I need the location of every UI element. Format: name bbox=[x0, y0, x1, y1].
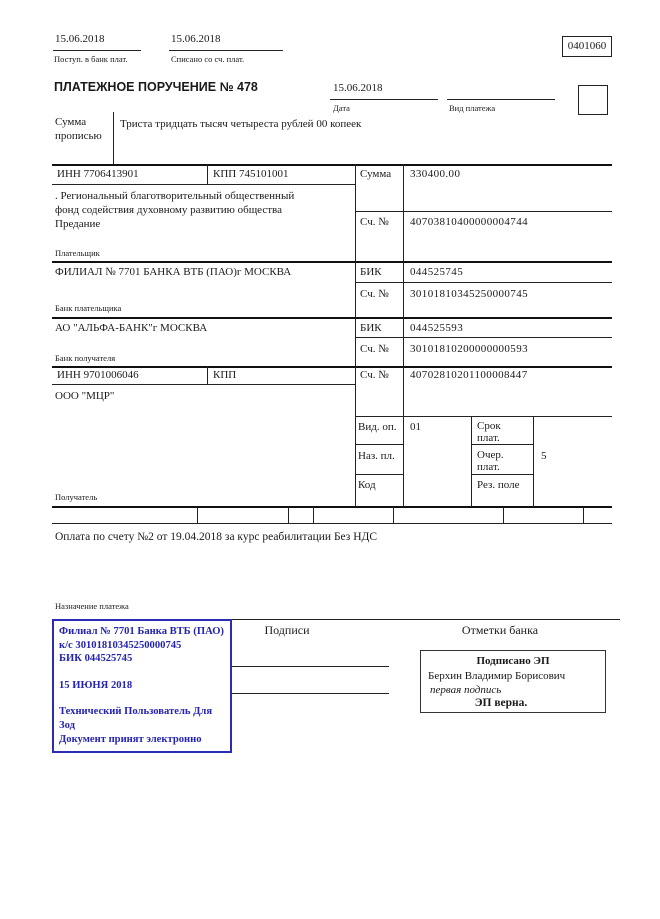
payee-bank-bik-line bbox=[355, 337, 612, 338]
date-underline bbox=[330, 99, 438, 100]
payer-inn-row-line bbox=[52, 184, 355, 185]
bank-marks-title: Отметки банка bbox=[461, 623, 539, 637]
amount-value: 330400.00 bbox=[410, 168, 461, 180]
payer-account-top-line bbox=[355, 211, 612, 212]
payee-bank-account: 30101810200000000593 bbox=[410, 343, 528, 355]
debited-date-label: Списано со сч. плат. bbox=[171, 54, 245, 64]
tax-cell-divider-1 bbox=[197, 507, 198, 524]
ep-signer-name: Берхин Владимир Борисович bbox=[428, 670, 566, 682]
payer-bank-label: Банк плательщика bbox=[55, 303, 122, 313]
payee-bank-name: АО "АЛЬФА-БАНК"г МОСКВА bbox=[55, 322, 208, 334]
amount-words-label-1: Сумма bbox=[55, 116, 87, 128]
payee-inn-kpp-divider bbox=[207, 366, 208, 385]
code-label: Код bbox=[358, 479, 376, 491]
op-type-label: Вид. оп. bbox=[358, 421, 397, 433]
signature-line-2 bbox=[232, 693, 389, 694]
payer-bank-bik: 044525745 bbox=[410, 266, 464, 278]
stamp-user-line2: Зод bbox=[59, 719, 75, 731]
ep-signed-label: Подписано ЭП bbox=[476, 655, 550, 667]
tax-fields-bottom-line bbox=[52, 523, 612, 524]
stamp-accepted-note: Документ принят электронно bbox=[59, 733, 202, 745]
payer-bank-name: ФИЛИАЛ № 7701 БАНКА ВТБ (ПАО)г МОСКВА bbox=[55, 266, 292, 278]
payment-type-box bbox=[578, 85, 608, 115]
tax-cell-divider-3 bbox=[313, 507, 314, 524]
table-bottom-line bbox=[52, 506, 612, 508]
payer-account: 40703810400000004744 bbox=[410, 216, 528, 228]
payer-name-line3: Предание bbox=[55, 218, 101, 230]
op-row2-line-right bbox=[471, 474, 533, 475]
payment-type-underline bbox=[447, 99, 555, 100]
payer-bank-bik-line bbox=[355, 282, 612, 283]
debited-date: 15.06.2018 bbox=[171, 33, 221, 45]
payee-account: 40702810201100008447 bbox=[410, 369, 528, 381]
payee-bank-bottom-line bbox=[52, 366, 612, 368]
tax-cell-divider-4 bbox=[393, 507, 394, 524]
amount-words-divider bbox=[113, 112, 114, 164]
amount-words-label-2: прописью bbox=[55, 130, 102, 142]
stamp-user-line1: Технический Пользователь Для bbox=[59, 706, 213, 718]
tax-cell-divider-2 bbox=[288, 507, 289, 524]
date-label: Дата bbox=[333, 103, 350, 113]
payment-purpose-text: Оплата по счету №2 от 19.04.2018 за курс реабилитации Без НДС bbox=[55, 531, 378, 543]
op-row2-line-left bbox=[355, 474, 403, 475]
table-top-line bbox=[52, 164, 612, 166]
received-date-underline bbox=[53, 50, 141, 51]
payer-inn: ИНН 7706413901 bbox=[57, 168, 139, 180]
payee-inn: ИНН 9701006046 bbox=[57, 369, 139, 381]
stamp-gap-1 bbox=[59, 666, 225, 679]
debited-date-underline bbox=[169, 50, 283, 51]
payer-bank-bottom-line bbox=[52, 317, 612, 319]
payee-bank-account-label: Сч. № bbox=[360, 343, 389, 355]
footer-top-line bbox=[232, 619, 620, 620]
payee-bank-bik-label: БИК bbox=[360, 322, 382, 334]
payer-name-line2: фонд содействия духовному развитию общества bbox=[55, 204, 282, 216]
payer-bank-bik-label: БИК bbox=[360, 266, 382, 278]
stamp-date: 15 ИЮНЯ 2018 bbox=[59, 679, 133, 691]
payer-bottom-line bbox=[52, 261, 612, 263]
payee-label: Получатель bbox=[55, 492, 98, 502]
payment-type-label: Вид платежа bbox=[449, 103, 496, 113]
received-date: 15.06.2018 bbox=[55, 33, 105, 45]
payer-name-line1: . Региональный благотворительный общественный bbox=[55, 190, 295, 202]
stamp-bik: БИК 044525745 bbox=[59, 653, 133, 665]
due-label-2: плат. bbox=[477, 432, 500, 444]
purpose-code-label: Наз. пл. bbox=[358, 450, 395, 462]
payer-kpp: КПП 745101001 bbox=[213, 168, 289, 180]
payee-inn-row-line bbox=[52, 384, 355, 385]
op-section-top-line bbox=[355, 416, 612, 417]
bank-acceptance-stamp bbox=[52, 619, 232, 753]
document-date: 15.06.2018 bbox=[333, 82, 383, 94]
payee-kpp: КПП bbox=[213, 369, 237, 381]
signature-line-1 bbox=[232, 666, 389, 667]
payee-bank-bik: 044525593 bbox=[410, 322, 464, 334]
tax-cell-divider-5 bbox=[503, 507, 504, 524]
signatures-title: Подписи bbox=[264, 623, 310, 637]
label-column-right-line bbox=[403, 164, 404, 507]
reserve-field-label: Рез. поле bbox=[477, 479, 520, 491]
payer-bank-account: 30101810345250000745 bbox=[410, 288, 528, 300]
payment-purpose-label: Назначение платежа bbox=[55, 601, 129, 611]
ep-valid-label: ЭП верна. bbox=[474, 697, 528, 709]
payer-account-label: Сч. № bbox=[360, 216, 389, 228]
payer-bank-account-label: Сч. № bbox=[360, 288, 389, 300]
stamp-gap-2 bbox=[59, 692, 225, 705]
due-label-1: Срок bbox=[477, 420, 501, 432]
op-value-column-line bbox=[471, 416, 472, 507]
tax-cell-divider-6 bbox=[583, 507, 584, 524]
payer-inn-kpp-divider bbox=[207, 164, 208, 185]
priority-value: 5 bbox=[541, 450, 547, 462]
payee-name: ООО "МЦР" bbox=[55, 390, 115, 402]
received-date-label: Поступ. в банк плат. bbox=[54, 54, 128, 64]
amount-words-value: Триста тридцать тысяч четыреста рублей 00 копеек bbox=[120, 118, 362, 130]
op-type-value: 01 bbox=[410, 421, 421, 433]
priority-label-1: Очер. bbox=[477, 449, 504, 461]
stamp-corr-account: к/с 30101810345250000745 bbox=[59, 639, 182, 651]
ep-first-signature-label: первая подпись bbox=[430, 684, 502, 696]
op-label2-column-line bbox=[533, 416, 534, 507]
label-column-left-line bbox=[355, 164, 356, 507]
payee-account-label: Сч. № bbox=[360, 369, 389, 381]
op-row1-line-left bbox=[355, 444, 403, 445]
payee-bank-label: Банк получателя bbox=[55, 353, 116, 363]
document-title: ПЛАТЕЖНОЕ ПОРУЧЕНИЕ № 478 bbox=[54, 80, 258, 94]
payer-label: Плательщик bbox=[55, 248, 100, 258]
stamp-bank-name: Филиал № 7701 Банка ВТБ (ПАО) bbox=[59, 626, 224, 637]
priority-label-2: плат. bbox=[477, 461, 500, 473]
amount-label: Сумма bbox=[360, 168, 392, 180]
form-code-box: 0401060 bbox=[562, 36, 612, 57]
